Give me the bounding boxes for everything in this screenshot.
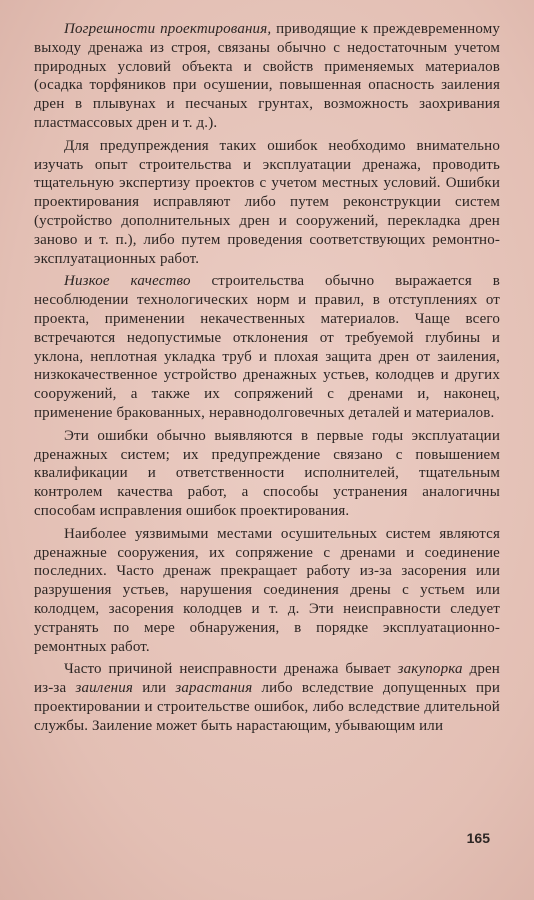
paragraph-design-errors (34, 20, 500, 133)
paragraph-text: дрен из-за (34, 661, 500, 697)
paragraph-early-errors (34, 427, 500, 521)
paragraph-text: Эти ошибки обычно выявляются в первые годы эксплуатации дренажных систем; их предупреждение связано с повышением квалификации и ответственности исполнителей, тщательным контролем качества работ, а способы устранения аналогичны способам исправления ошибок проектирования. (34, 427, 500, 519)
paragraph-text: строительства обычно выражается в несоблюдении технологических норм и правил, в отступлениях от проекта, применении некачественных материалов. Чаще всего встречаются недопустимые отклонения от требуемой глубины и уклона, неплотная укладка труб и плохая защита дрен от заиления, низкокачественное устройство дренажных устьев, колодцев и других сооружений, а также их сопряжений с дренами и, наконец, применение бракованных, неравнодолговечных деталей и материалов. (34, 273, 500, 421)
term-overgrowth: зарастания (175, 680, 253, 697)
paragraph-text: Для предупреждения таких ошибок необходимо внимательно изучать опыт строительства и эксплуатации дренажа, проводить тщательную экспертизу проектов с учетом местных условий. Ошибки проектирования исправляют либо путем реконструкции систем (устройство дополнительных дрен и сооружений, перекладка дрен заново и т. п.), либо путем проведения соответствующих ремонтно-эксплуатационных работ. (34, 137, 500, 267)
paragraph-low-quality (34, 272, 500, 422)
term-silting: заиления (75, 680, 134, 697)
paragraph-vulnerable-places (34, 525, 500, 657)
page-body (34, 20, 500, 739)
term-design-errors: Погрешности проектирования, (64, 21, 272, 37)
page-number: 165 (466, 830, 490, 846)
paragraph-text: или (133, 680, 176, 697)
paragraph-prevention (34, 137, 500, 269)
term-low-quality: Низкое качество (64, 273, 191, 290)
paragraph-clogging (34, 660, 500, 735)
paragraph-text: Наиболее уязвимыми местами осушительных систем являются дренажные сооружения, их сопряжение с дренами и соединение последних. Часто дренаж прекращает работу из-за засорения или разрушения устьев, нарушения соединения дрены с устьем или колодцем, засорения колодцев и т. д. Эти неисправности следует устранять по мере обнаружения, в порядке эксплуатационно-ремонтных работ. (34, 525, 500, 655)
paragraph-text: либо вследствие допущенных при проектировании и строительстве ошибок, либо вследствие длительной службы. Заиление может быть нарастающим, убывающим или (34, 680, 501, 734)
term-clogging: закупорка (397, 661, 463, 678)
paragraph-text: Часто причиной неисправности дренажа бывает (64, 661, 398, 678)
paragraph-text: приводящие к преждевременному выходу дренажа из строя, связаны обычно с недостаточным учетом природных условий объекта и свойств применяемых материалов (осадка торфяников при осушении, повышенная опасность заиления дрен в плывунах и песчаных грунтах, возможность заохривания пластмассовых дрен и т. д.). (34, 21, 500, 131)
